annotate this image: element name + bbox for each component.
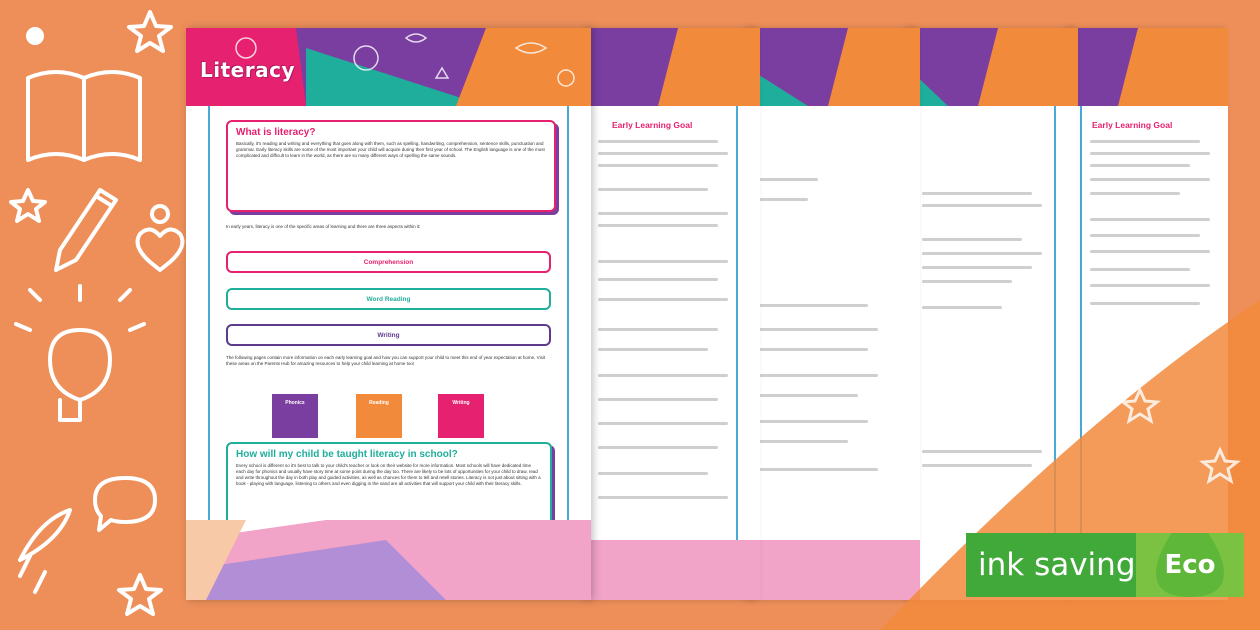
doodle-illustrations — [0, 0, 190, 630]
intro-text: In early years, literacy is one of the specific areas of learning and there are three aspects within it: — [226, 224, 421, 229]
star-icon — [119, 575, 161, 614]
goal-heading: Early Learning Goal — [1092, 120, 1173, 130]
decorative-doodles — [0, 0, 190, 630]
page-title: Literacy — [200, 58, 295, 82]
book-icon — [28, 72, 140, 160]
footer-pattern — [186, 520, 591, 600]
what-is-literacy-box — [226, 120, 556, 212]
ink-saving-badge — [966, 533, 1244, 597]
aspect-writing: Writing — [226, 324, 551, 346]
tag-phonics: Phonics — [272, 394, 318, 438]
star-icon — [129, 12, 171, 51]
goal-heading: Early Learning Goal — [612, 120, 693, 130]
ink-saving-label: ink saving — [966, 533, 1136, 597]
rocket-icon — [20, 510, 70, 592]
lightbulb-icon — [50, 330, 110, 420]
eco-drop — [1136, 533, 1244, 597]
how-heading: How will my child be taught literacy in school? — [236, 449, 458, 460]
what-body: Basically, it's reading and writing and everything that goes along with them, such as spelling, handwriting, comprehension, sentence skills, punctuation and grammar. Early literacy skills are some of the most important your child will acquire during their first year of school. The English language is one of the most complicated and difficult to learn in the world, as there are so many different ways of spelling the same sounds. — [236, 141, 545, 158]
tag-reading: Reading — [356, 394, 402, 438]
circle-icon — [152, 206, 168, 222]
star-icon — [11, 190, 45, 221]
how-body: Every school is different so it's best to talk to your child's teacher or look on their website for more information. Most schools will have dedicated time each day for phonics and usually have story time at some point during the day too. There are likely to be lots of opportunities for your child to draw, read and write throughout the day in both play and guided activities, as well as chances for them to tell and retell stories. Literacy is not just about sitting with a book - playing with language, listening to others and even digging in the sand are all activities that will support your child with their literacy skills. — [236, 463, 541, 486]
follow-text: The following pages contain more information on each early learning goal and how you can support your child to meet this end of year expectation at home. Visit these areas on the Parents Hub for amazing resources to help your child learning at home too! — [226, 355, 546, 366]
what-heading: What is literacy? — [236, 127, 316, 138]
heart-icon — [138, 229, 183, 270]
tag-writing: Writing — [438, 394, 484, 438]
eco-label: Eco — [1164, 550, 1216, 580]
speech-bubble-icon — [95, 478, 155, 530]
aspect-comprehension: Comprehension — [226, 251, 551, 273]
literacy-worksheet-front — [186, 28, 591, 600]
pencil-icon — [56, 190, 116, 270]
aspect-word-reading: Word Reading — [226, 288, 551, 310]
